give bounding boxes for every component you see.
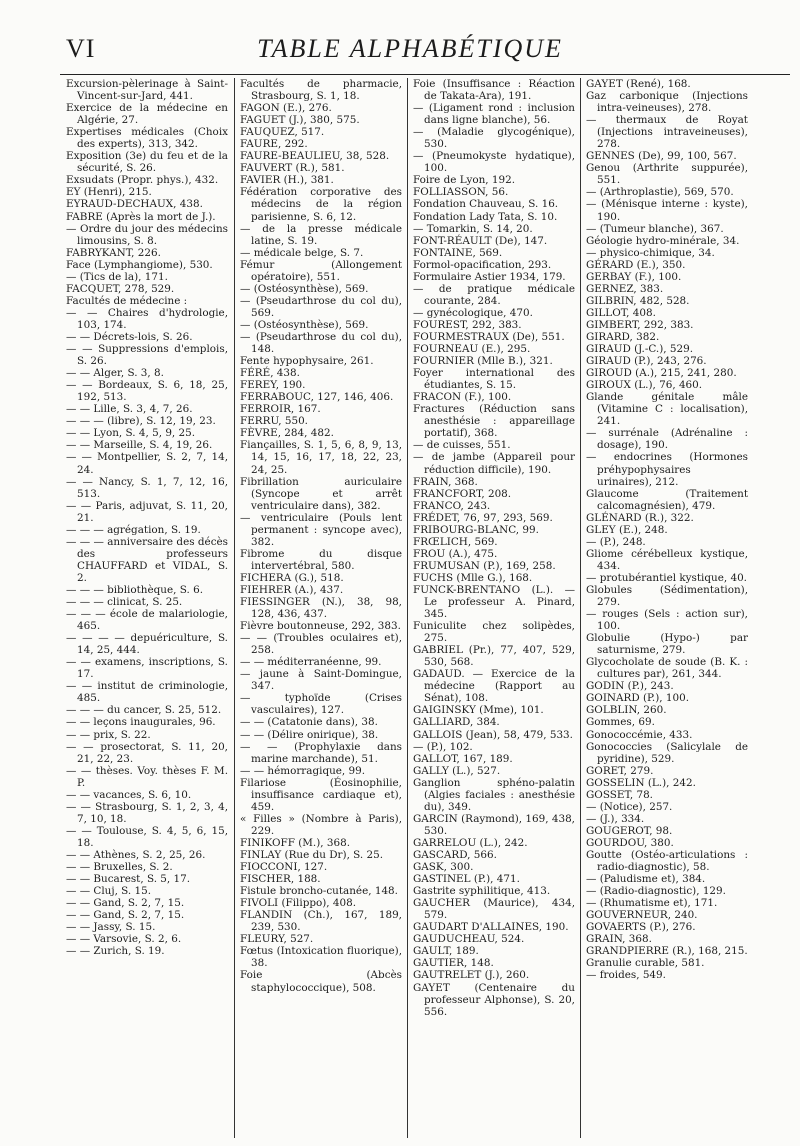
index-entry: GENNES (De), 99, 100, 567.	[586, 150, 737, 163]
index-entry: FAURE-BEAULIEU, 38, 528.	[240, 150, 390, 163]
index-entry: — (J.), 334.	[586, 812, 645, 825]
index-entry: GERBAY (F.), 100.	[586, 270, 682, 283]
index-entry: GAYET (Centenaire du professeur Alphonse), S. 20, 556.	[413, 981, 575, 1018]
column-divider	[407, 78, 408, 1138]
index-entry: Genou (Arthrite suppurée), 551.	[586, 162, 748, 187]
index-entry: — — thèses. Voy. thèses F. M. P.	[66, 764, 228, 789]
index-entry: — jaune à Saint-Domingue, 347.	[240, 668, 402, 693]
index-entry: Expertises médicales (Choix des experts), 313, 342.	[66, 126, 228, 151]
index-entry: Facultés de pharmacie, Strasbourg, S. 1, 18.	[240, 78, 402, 103]
index-entry: GRAIN, 368.	[586, 933, 652, 946]
index-entry: FRIBOURG-BLANC, 99.	[413, 523, 539, 536]
index-entry: Foie (Insuffisance : Réaction de Takata-Ara), 191.	[413, 78, 575, 103]
index-entry: GILLOT, 408.	[586, 306, 656, 319]
index-entry: GOINARD (P.), 100.	[586, 692, 690, 705]
index-entry: FROU (A.), 475.	[413, 547, 498, 560]
index-entry: — — Nancy, S. 1, 7, 12, 16, 513.	[66, 475, 228, 500]
index-entry: FICHERA (G.), 518.	[240, 571, 344, 584]
index-entry: Gliome cérébelleux kystique, 434.	[586, 547, 748, 572]
index-entry: — typhoïde (Crises vasculaires), 127.	[240, 692, 402, 717]
index-entry: — surrénale (Adrénaline : dosage), 190.	[586, 427, 748, 452]
index-entry: — (Ostéosynthèse), 569.	[240, 318, 369, 331]
index-entry: GERNEZ, 383.	[586, 282, 664, 295]
index-entry: — (Paludisme et), 384.	[586, 873, 706, 886]
index-entry: FIVOLI (Filippo), 408.	[240, 897, 357, 910]
index-entry: — — (Catatonie dans), 38.	[240, 716, 378, 729]
index-entry: Fibrillation auriculaire (Syncope et arrêt ventriculaire dans), 382.	[240, 475, 402, 512]
index-entry: GIROUX (L.), 76, 460.	[586, 379, 703, 392]
index-entry: FABRE (Après la mort de J.).	[66, 210, 216, 223]
index-entry: — protubérantiel kystique, 40.	[586, 571, 747, 584]
index-entry: Fondation Chauveau, S. 16.	[413, 198, 559, 211]
index-entry: — de cuisses, 551.	[413, 439, 511, 452]
index-entry: — (Arthroplastie), 569, 570.	[586, 186, 734, 199]
index-entry: Formulaire Astier 1934, 179.	[413, 270, 566, 283]
index-entry: FRŒLICH, 569.	[413, 535, 498, 548]
index-entry: Fièvre boutonneuse, 292, 383.	[240, 620, 401, 633]
index-entry: — — — agrégation, S. 19.	[66, 523, 201, 536]
index-entry: GOLBLIN, 260.	[586, 704, 667, 717]
index-entry: Géologie hydro-minérale, 34.	[586, 234, 740, 247]
index-entry: Facultés de médecine :	[66, 294, 188, 307]
index-entry: FAUQUEZ, 517.	[240, 126, 325, 139]
index-entry: — — examens, inscriptions, S. 17.	[66, 656, 228, 681]
index-entry: FERRABOUC, 127, 146, 406.	[240, 391, 394, 404]
index-entry: Fistule broncho-cutanée, 148.	[240, 885, 398, 898]
index-entry: FLEURY, 527.	[240, 933, 314, 946]
index-entry: — — — anniversaire des décès des professeurs CHAUFFARD et VIDAL, S. 2.	[66, 535, 228, 584]
index-entry: GARRELOU (L.), 242.	[413, 836, 528, 849]
index-entry: — — prix, S. 22.	[66, 728, 151, 741]
index-entry: Foie (Abcès staphylococcique), 508.	[240, 969, 402, 994]
index-entry: — gynécologique, 470.	[413, 306, 533, 319]
index-entry: GASK, 300.	[413, 861, 474, 874]
index-entry: GOURDOU, 380.	[586, 836, 674, 849]
index-entry: FAURE, 292.	[240, 138, 308, 151]
index-entry: GALLIARD, 384.	[413, 716, 500, 729]
index-entry: — (Rhumatisme et), 171.	[586, 897, 718, 910]
index-entry: GAULT, 189.	[413, 945, 479, 958]
index-entry: FONT-RÉAULT (De), 147.	[413, 234, 548, 247]
index-entry: FAGON (E.), 276.	[240, 102, 332, 115]
index-entry: Glaucome (Traitement calcomagnésien), 479.	[586, 487, 748, 512]
index-entry: — — Suppressions d'emplois, S. 26.	[66, 343, 228, 368]
index-entry: — — — bibliothèque, S. 6.	[66, 583, 203, 596]
index-entry: FERRU, 550.	[240, 415, 308, 428]
index-entry: FRANCO, 243.	[413, 499, 491, 512]
index-entry: GIROUD (A.), 215, 241, 280.	[586, 367, 737, 380]
index-entry: — — — école de malariologie, 465.	[66, 608, 228, 633]
index-entry: — (Pneumokyste hydatique), 100.	[413, 150, 575, 175]
index-entry: Face (Lymphangiome), 530.	[66, 258, 213, 271]
index-entry: — — (Troubles oculaires et), 258.	[240, 632, 402, 657]
index-entry: — de la presse médicale latine, S. 19.	[240, 222, 402, 247]
index-entry: — (Notice), 257.	[586, 800, 673, 813]
index-entry: Funiculite chez solipèdes, 275.	[413, 620, 575, 645]
index-entry: Gommes, 69.	[586, 716, 655, 729]
index-entry: — physico-chimique, 34.	[586, 246, 715, 259]
index-entry: — — Lille, S. 3, 4, 7, 26.	[66, 403, 193, 416]
index-entry: FINIKOFF (M.), 368.	[240, 836, 351, 849]
index-entry: FISCHER, 188.	[240, 873, 321, 886]
index-entry: FABRYKANT, 226.	[66, 246, 161, 259]
index-entry: GOUGEROT, 98.	[586, 824, 673, 837]
index-entry: Foyer international des étudiantes, S. 15.	[413, 367, 575, 392]
index-entry: — médicale belge, S. 7.	[240, 246, 364, 259]
index-entry: — — Strasbourg, S. 1, 2, 3, 4, 7, 10, 18.	[66, 800, 228, 825]
index-entry: FRACON (F.), 100.	[413, 391, 512, 404]
index-entry: GAUCHER (Maurice), 434, 579.	[413, 897, 575, 922]
index-entry: Exposition (3e) du feu et de la sécurité, S. 26.	[66, 150, 228, 175]
index-entry: FLANDIN (Ch.), 167, 189, 239, 530.	[240, 909, 402, 934]
page-title: TABLE ALPHABÉTIQUE	[257, 34, 563, 63]
index-entry: Ganglion sphéno-palatin (Algies faciales : anesthésie du), 349.	[413, 776, 575, 813]
index-entry: — thermaux de Royat (Injections intraveineuses), 278.	[586, 114, 748, 151]
index-entry: EYRAUD-DECHAUX, 438.	[66, 198, 203, 211]
index-entry: — (Tics de la), 171.	[66, 270, 168, 283]
index-entry: — (Ligament rond : inclusion dans ligne blanche), 56.	[413, 102, 575, 127]
column-divider	[580, 78, 581, 1138]
index-entry: FUNCK-BRENTANO (L.). — Le professeur A. Pinard, 345.	[413, 583, 575, 621]
column-divider	[234, 78, 235, 1138]
index-entry: — (P.), 102.	[413, 740, 473, 753]
index-entry: GORET, 279.	[586, 764, 654, 777]
index-entry: — — Montpellier, S. 2, 7, 14, 24.	[66, 451, 228, 476]
index-entry: FONTAINE, 569.	[413, 246, 503, 259]
index-entry: — — Paris, adjuvat, S. 11, 20, 21.	[66, 499, 228, 524]
index-entry: Gaz carbonique (Injections intra-veineuses), 278.	[586, 90, 748, 115]
index-entry: — — (Délire onirique), 38.	[240, 728, 379, 741]
index-entry: GAYET (René), 168.	[586, 78, 691, 90]
index-entry: Globules (Sédimentation), 279.	[586, 583, 748, 609]
index-entry: — — Varsovie, S. 2, 6.	[66, 933, 182, 946]
index-entry: Excursion-pèlerinage à Saint-Vincent-sur-Jard, 441.	[66, 78, 228, 103]
index-entry: — endocrines (Hormones préhypophysaires urinaires), 212.	[586, 451, 748, 488]
index-entry: — — Jassy, S. 15.	[66, 921, 156, 934]
index-entry: — — — (libre), S. 12, 19, 23.	[66, 415, 216, 428]
index-entry: — (P.), 248.	[586, 535, 646, 548]
index-entry: FAGUET (J.), 380, 575.	[240, 114, 360, 127]
index-entry: GALLY (L.), 527.	[413, 764, 501, 777]
index-entry: Granulie curable, 581.	[586, 957, 705, 970]
index-entry: Filariose (Éosinophilie, insuffisance cardiaque et), 459.	[240, 776, 402, 813]
index-entry: FOURNEAU (E.), 295.	[413, 343, 531, 356]
index-entry: — — méditerranéenne, 99.	[240, 656, 382, 669]
index-entry: — — Lyon, S. 4, 5, 9, 25.	[66, 427, 196, 440]
index-entry: Fiançailles, S. 1, 5, 6, 8, 9, 13, 14, 15, 16, 17, 18, 22, 23, 24, 25.	[240, 439, 402, 476]
index-entry: — — Bucarest, S. 5, 17.	[66, 873, 191, 886]
index-entry: FRAIN, 368.	[413, 475, 478, 488]
index-entry: FIEHRER (A.), 437.	[240, 583, 344, 596]
index-entry: — — institut de criminologie, 485.	[66, 680, 228, 705]
index-entry: — — Bordeaux, S. 6, 18, 25, 192, 513.	[66, 379, 228, 404]
index-entry: EY (Henri), 215.	[66, 186, 152, 199]
index-entry: — — Bruxelles, S. 2.	[66, 861, 173, 874]
index-entry: « Filles » (Nombre à Paris), 229.	[240, 812, 402, 837]
index-entry: Fédération corporative des médecins de la région parisienne, S. 6, 12.	[240, 186, 402, 223]
index-entry: — ventriculaire (Pouls lent permanent : syncope avec), 382.	[240, 511, 402, 548]
index-entry: — — Chaires d'hydrologie, 103, 174.	[66, 306, 228, 331]
index-entry: — (Pseudarthrose du col du), 148.	[240, 330, 402, 356]
index-entry: GALLOIS (Jean), 58, 479, 533.	[413, 728, 573, 741]
index-entry: FOURNIER (Mlle B.), 321.	[413, 355, 553, 368]
index-entry: GASCARD, 566.	[413, 849, 497, 861]
index-entry: GIRAUD (J.-C.), 529.	[586, 343, 694, 356]
index-entry: GOVAERTS (P.), 276.	[586, 921, 696, 934]
index-entry: — (Maladie glycogénique), 530.	[413, 126, 575, 151]
index-entry: — (Pseudarthrose du col du), 569.	[240, 294, 402, 319]
index-entry: GIRAUD (P.), 243, 276.	[586, 355, 707, 368]
index-entry: FUCHS (Mlle G.), 168.	[413, 571, 533, 584]
index-entry: FEREY, 190.	[240, 379, 306, 392]
index-entry: — rouges (Sels : action sur), 100.	[586, 608, 748, 633]
index-entry: GIRARD, 382.	[586, 330, 660, 343]
index-column-4	[586, 78, 748, 1140]
index-entry: GÉRARD (E.), 350.	[586, 258, 686, 271]
index-entry: FOLLIASSON, 56.	[413, 186, 509, 199]
index-entry: FOURMESTRAUX (De), 551.	[413, 330, 565, 343]
index-entry: FACQUET, 278, 529.	[66, 282, 175, 295]
index-entry: — — Cluj, S. 15.	[66, 885, 152, 898]
index-entry: — — Alger, S. 3, 8.	[66, 367, 164, 380]
index-entry: FERROIR, 167.	[240, 403, 321, 416]
index-entry: — — Athènes, S. 2, 25, 26.	[66, 849, 206, 861]
page-number: VI	[66, 34, 96, 63]
index-entry: — — Décrets-lois, S. 26.	[66, 330, 193, 343]
index-entry: — — — — depuériculture, S. 14, 25, 444.	[66, 632, 228, 657]
index-entry: — — vacances, S. 6, 10.	[66, 788, 192, 801]
index-entry: GALLOT, 167, 189.	[413, 752, 513, 765]
index-entry: GOUVERNEUR, 240.	[586, 909, 698, 922]
index-entry: Glande génitale mâle (Vitamine C : localisation), 241.	[586, 391, 748, 428]
index-entry: FRUMUSAN (P.), 169, 258.	[413, 559, 556, 572]
index-entry: GIMBERT, 292, 383.	[586, 318, 694, 331]
index-entry: GLEY (E.), 248.	[586, 523, 668, 536]
index-entry: Fœtus (Intoxication fluorique), 38.	[240, 945, 402, 970]
index-entry: Formol-opacification, 293.	[413, 258, 552, 271]
index-entry: GAIGINSKY (Mme), 101.	[413, 704, 544, 717]
index-entry: — — Zurich, S. 19.	[66, 945, 165, 958]
index-column-3	[413, 78, 575, 1140]
index-entry: GAUDUCHEAU, 524.	[413, 933, 525, 946]
index-entry: Fémur (Allongement opératoire), 551.	[240, 258, 402, 283]
index-entry: — Tomarkin, S. 14, 20.	[413, 222, 533, 235]
index-entry: FIESSINGER (N.), 38, 98, 128, 436, 437.	[240, 596, 402, 621]
index-entry: — (Ostéosynthèse), 569.	[240, 282, 369, 295]
index-entry: Gastrite syphilitique, 413.	[413, 885, 551, 898]
index-entry: Fente hypophysaire, 261.	[240, 355, 374, 368]
index-entry: GAUTIER, 148.	[413, 957, 494, 970]
header-rule	[60, 74, 790, 75]
index-entry: GLÉNARD (R.), 322.	[586, 511, 694, 524]
index-entry: — Ordre du jour des médecins limousins, S. 8.	[66, 222, 228, 247]
index-entry: FOUREST, 292, 383.	[413, 318, 522, 331]
index-entry: GARCIN (Raymond), 169, 438, 530.	[413, 812, 575, 837]
index-entry: GASTINEL (P.), 471.	[413, 873, 520, 886]
index-column-1	[66, 78, 228, 1140]
index-entry: Foire de Lyon, 192.	[413, 174, 516, 187]
index-entry: Fondation Lady Tata, S. 10.	[413, 210, 558, 223]
index-entry: — — hémorragique, 99.	[240, 764, 366, 777]
index-entry: — — prosectorat, S. 11, 20, 21, 22, 23.	[66, 740, 228, 765]
index-entry: — — Marseille, S. 4, 19, 26.	[66, 439, 213, 452]
index-entry: GADAUD. — Exercice de la médecine (Rapport au Sénat), 108.	[413, 668, 575, 705]
index-entry: Gonococcies (Salicylale de pyridine), 529.	[586, 740, 748, 765]
index-entry: — froides, 549.	[586, 969, 666, 982]
index-entry: — — leçons inaugurales, 96.	[66, 716, 216, 729]
index-entry: Glycocholate de soude (B. K. : cultures par), 261, 344.	[586, 656, 748, 681]
index-entry: — — Toulouse, S. 4, 5, 6, 15, 18.	[66, 824, 228, 849]
index-entry: GILBRIN, 482, 528.	[586, 294, 690, 307]
index-entry: FAVIER (H.), 381.	[240, 174, 334, 187]
index-entry: FIOCCONI, 127.	[240, 861, 328, 874]
index-entry: GOSSELIN (L.), 242.	[586, 776, 696, 789]
index-entry: — (Tumeur blanche), 367.	[586, 222, 724, 235]
index-entry: FÉRÉ, 438.	[240, 367, 300, 380]
index-entry: — — — du cancer, S. 25, 512.	[66, 704, 222, 717]
index-entry: — — Gand, S. 2, 7, 15.	[66, 897, 185, 910]
index-entry: Fibrome du disque intervertébral, 580.	[240, 547, 402, 572]
index-entry: GAUDART D'ALLAINES, 190.	[413, 921, 569, 934]
index-entry: FÈVRE, 284, 482.	[240, 427, 334, 440]
index-column-2	[240, 78, 402, 1140]
index-entry: Exercice de la médecine en Algérie, 27.	[66, 102, 228, 127]
index-entry: — (Radio-diagnostic), 129.	[586, 885, 726, 898]
index-entry: — — — clinicat, S. 25.	[66, 596, 183, 609]
index-entry: — — Gand, S. 2, 7, 15.	[66, 909, 185, 922]
index-entry: — de jambe (Appareil pour réduction difficile), 190.	[413, 451, 575, 476]
index-entry: GODIN (P.), 243.	[586, 680, 674, 693]
index-entry: Gonococcémie, 433.	[586, 728, 693, 741]
index-entry: — de pratique médicale courante, 284.	[413, 282, 575, 307]
index-entry: GAUTRELET (J.), 260.	[413, 969, 530, 982]
index-entry: FRANCFORT, 208.	[413, 487, 512, 500]
index-entry: — — (Prophylaxie dans marine marchande), 51.	[240, 740, 402, 765]
index-entry: Globulie (Hypo-) par saturnisme, 279.	[586, 632, 748, 657]
index-entry: FAUVERT (R.), 581.	[240, 162, 345, 175]
index-entry: FINLAY (Rue du Dr), S. 25.	[240, 849, 384, 861]
index-entry: Exsudats (Propr. phys.), 432.	[66, 174, 219, 187]
index-entry: FRÉDET, 76, 97, 293, 569.	[413, 511, 553, 524]
index-entry: Goutte (Ostéo-articulations : radio-diagnostic), 58.	[586, 849, 748, 874]
index-entry: — (Ménisque interne : kyste), 190.	[586, 198, 748, 223]
index-entry: GRANDPIERRE (R.), 168, 215.	[586, 945, 748, 958]
index-entry: GOSSET, 78.	[586, 788, 653, 801]
index-entry: Fractures (Réduction sans anesthésie : appareillage portatif), 368.	[413, 403, 575, 440]
index-entry: GABRIEL (Pr.), 77, 407, 529, 530, 568.	[413, 644, 575, 669]
